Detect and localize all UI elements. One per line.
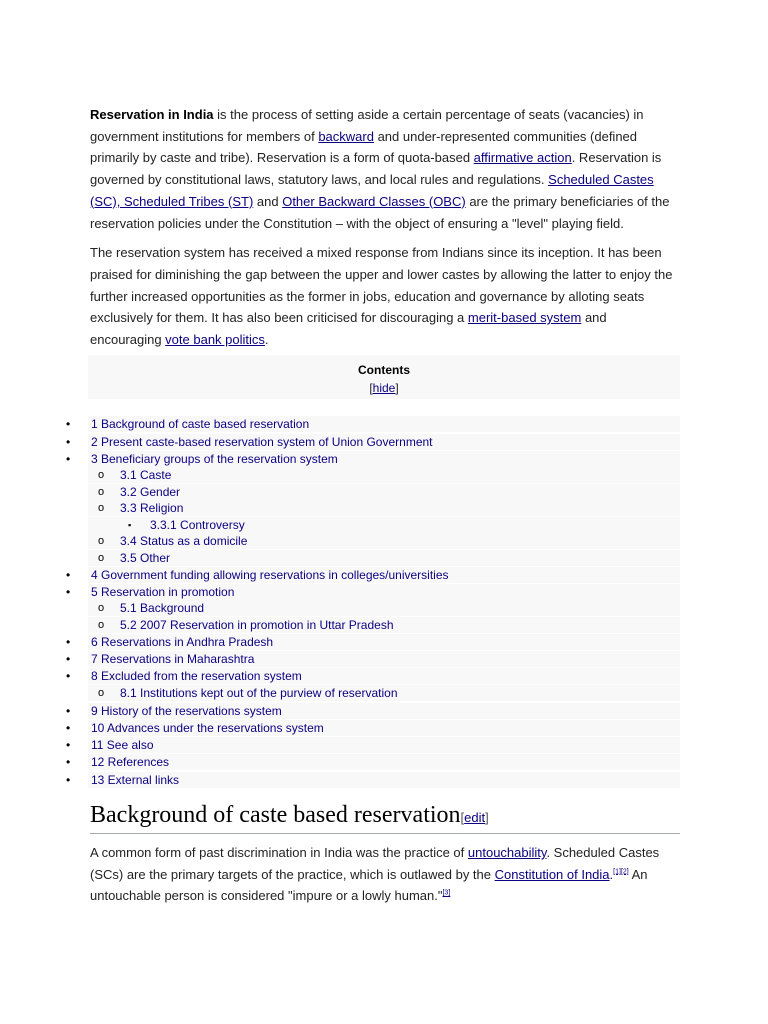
toc-item-label[interactable]: 11 See also xyxy=(91,738,154,752)
text: An untouchable person is considered "impure or a lowly human." xyxy=(90,866,648,904)
toc-item-label[interactable]: 1 Background of caste based reservation xyxy=(91,417,310,431)
intro-paragraph-2 xyxy=(90,242,680,351)
toc-item[interactable] xyxy=(88,500,680,516)
bullet-icon: • xyxy=(66,635,71,649)
bullet-icon: • xyxy=(66,652,71,666)
toc-item[interactable] xyxy=(88,703,680,719)
toc-item[interactable] xyxy=(88,517,680,533)
toc-item[interactable] xyxy=(88,668,680,684)
link-obc[interactable]: Other Backward Classes (OBC) xyxy=(282,193,466,209)
bullet-icon: ▪ xyxy=(128,520,132,530)
toc-item[interactable] xyxy=(88,737,680,753)
toc-item[interactable] xyxy=(88,567,680,583)
bullet-icon: • xyxy=(66,773,71,787)
toc-item-label[interactable]: 13 External links xyxy=(91,773,180,787)
toc-item-label[interactable]: 3.1 Caste xyxy=(120,468,172,482)
toc-item-label[interactable]: 8.1 Institutions kept out of the purview of reservation xyxy=(120,686,398,700)
toc-item[interactable] xyxy=(88,772,680,788)
bullet-icon: • xyxy=(66,568,71,582)
text: A common form of past discrimination in India was the practice of xyxy=(90,845,468,860)
toc-item[interactable] xyxy=(88,754,680,770)
bullet-icon: • xyxy=(66,417,71,431)
text: is the process of setting aside a certain percentage of seats (vacancies) in government institutions for members of xyxy=(90,107,644,144)
bold-term: Reservation in India xyxy=(90,107,214,122)
citation-link[interactable]: [3] xyxy=(442,890,451,898)
text: . xyxy=(264,332,269,348)
bullet-icon: o xyxy=(98,469,105,481)
toc-item[interactable] xyxy=(88,533,680,549)
toc-item[interactable] xyxy=(88,720,680,736)
article-intro xyxy=(90,104,680,359)
toc-item-label[interactable]: 3.3.1 Controversy xyxy=(150,518,245,532)
edit-section xyxy=(461,810,489,825)
toc-item[interactable] xyxy=(88,484,680,500)
bullet-icon: • xyxy=(66,452,71,466)
toc-item-label[interactable]: 5.2 2007 Reservation in promotion in Uttar Pradesh xyxy=(120,618,394,632)
bullet-icon: o xyxy=(98,552,105,564)
toc-item[interactable] xyxy=(88,584,680,600)
toc-item-label[interactable]: 5.1 Background xyxy=(120,601,205,615)
section-paragraph xyxy=(90,842,680,907)
toc-item-label[interactable]: 6 Reservations in Andhra Pradesh xyxy=(91,635,274,649)
link-untouchability[interactable]: untouchability xyxy=(467,845,547,860)
toc-item-label[interactable]: 5 Reservation in promotion xyxy=(91,585,235,599)
intro-paragraph-1 xyxy=(90,104,680,234)
bullet-icon: o xyxy=(98,687,105,699)
toc-item[interactable] xyxy=(88,685,680,701)
citation xyxy=(442,890,450,897)
bullet-icon: • xyxy=(66,738,71,752)
toc-item[interactable] xyxy=(88,467,680,483)
text: and encouraging xyxy=(90,310,607,348)
toc-item-label[interactable]: 7 Reservations in Maharashtra xyxy=(91,652,255,666)
bullet-icon: • xyxy=(66,721,71,735)
text: . xyxy=(609,866,614,882)
toc-item-label[interactable]: 2 Present caste-based reservation system of Union Government xyxy=(91,435,433,449)
toc-item[interactable] xyxy=(88,600,680,616)
toc-hide-link[interactable]: hide xyxy=(372,381,396,395)
bullet-icon: o xyxy=(98,486,105,498)
toc-hide-toggle xyxy=(88,381,680,395)
link-merit-based-system[interactable]: merit-based system xyxy=(467,310,582,326)
toc-item-label[interactable]: 3.3 Religion xyxy=(120,501,184,515)
edit-link[interactable]: edit xyxy=(464,810,486,825)
text: . Reservation is governed by constitutional laws, statutory laws, and local rules and regulations. xyxy=(90,150,662,188)
toc-header xyxy=(88,355,680,399)
section-body xyxy=(90,842,680,915)
text: and under-represented communities (defined primarily by caste and tribe). Reservation is a form of quota-based xyxy=(90,128,638,166)
toc-title: Contents xyxy=(358,363,410,377)
bullet-icon: • xyxy=(66,704,71,718)
text: The reservation system has received a mixed response from Indians since its inception. It has been praised for diminishing the gap between the upper and lower castes by allowing the latter to enjoy the further increased opportunities as the former in jobs, education and governance by alloting seats exclusively for them. It has also been criticised for discouraging a xyxy=(90,245,673,326)
toc-item-label[interactable]: 3 Beneficiary groups of the reservation system xyxy=(91,452,338,466)
bullet-icon: o xyxy=(98,502,105,514)
text: and xyxy=(253,193,283,209)
toc-item-label[interactable]: 3.5 Other xyxy=(120,551,171,565)
toc-item-label[interactable]: 3.4 Status as a domicile xyxy=(120,534,248,548)
toc-item[interactable] xyxy=(88,434,680,450)
toc-item-label[interactable]: 8 Excluded from the reservation system xyxy=(91,669,302,683)
toc-item[interactable] xyxy=(88,550,680,566)
link-backward[interactable]: backward xyxy=(318,128,374,144)
link-constitution-of-india[interactable]: Constitution of India xyxy=(494,866,610,882)
toc-item[interactable] xyxy=(88,651,680,667)
bracket: ] xyxy=(485,810,489,825)
bracket: [ xyxy=(369,381,373,395)
toc-item[interactable] xyxy=(88,634,680,650)
section-heading-text: Background of caste based reservation xyxy=(90,802,461,828)
toc-item[interactable] xyxy=(88,617,680,633)
section-heading xyxy=(90,800,680,834)
toc-item-label[interactable]: 3.2 Gender xyxy=(120,485,181,499)
toc-item-label[interactable]: 4 Government funding allowing reservations in colleges/universities xyxy=(91,568,449,582)
bullet-icon: o xyxy=(98,619,105,631)
bracket: ] xyxy=(395,381,399,395)
bullet-icon: o xyxy=(98,535,105,547)
bullet-icon: • xyxy=(66,585,71,599)
link-affirmative-action[interactable]: affirmative action xyxy=(473,150,572,166)
toc-item[interactable] xyxy=(88,416,680,432)
toc-item-label[interactable]: 10 Advances under the reservations system xyxy=(91,721,324,735)
link-sc-st[interactable]: Scheduled Castes (SC), Scheduled Tribes (ST) xyxy=(90,172,654,209)
text: . Scheduled Castes (SCs) are the primary targets of the practice, which is outlawed by the xyxy=(90,845,660,882)
toc-item-label[interactable]: 12 References xyxy=(91,755,170,769)
bracket: [ xyxy=(460,810,465,825)
citation xyxy=(613,868,629,875)
link-vote-bank-politics[interactable]: vote bank politics xyxy=(165,332,265,348)
citation-link[interactable]: [1][2] xyxy=(613,868,629,876)
bullet-icon: • xyxy=(66,669,71,683)
bullet-icon: • xyxy=(66,755,71,769)
bullet-icon: • xyxy=(66,435,71,449)
toc-item[interactable] xyxy=(88,451,680,467)
bullet-icon: o xyxy=(98,602,105,614)
toc-item-label[interactable]: 9 History of the reservations system xyxy=(91,704,282,718)
text: are the primary beneficiaries of the reservation policies under the Constitution – with the object of ensuring a "level" playing field. xyxy=(90,193,670,231)
